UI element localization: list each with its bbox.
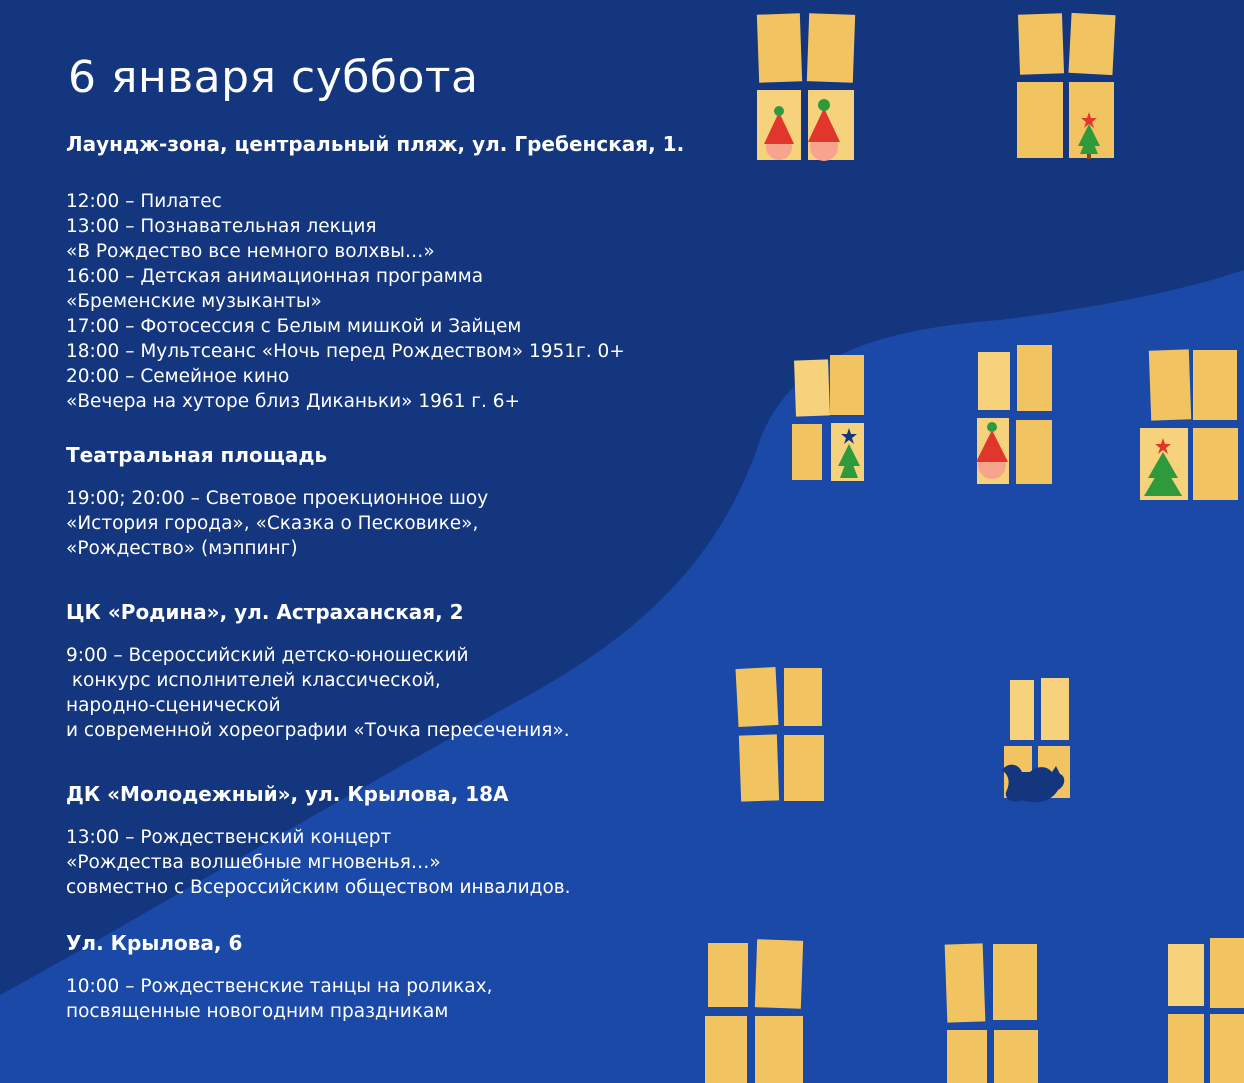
venue-heading: Лаундж-зона, центральный пляж, ул. Гребенская, 1. <box>66 132 685 156</box>
schedule-line: 13:00 – Рождественский концерт <box>66 827 392 848</box>
schedule-line: «Рождество» (мэппинг) <box>66 538 298 559</box>
schedule-line: «История города», «Сказка о Песковике», <box>66 513 479 534</box>
schedule-line: «В Рождество все немного волхвы…» <box>66 241 435 262</box>
page-title: 6 января суббота <box>68 52 479 103</box>
schedule-line: 16:00 – Детская анимационная программа <box>66 266 484 287</box>
schedule-line: посвященные новогодним праздникам <box>66 1001 449 1022</box>
schedule-line: 17:00 – Фотосессия с Белым мишкой и Зайцем <box>66 316 522 337</box>
venue-heading: Театральная площадь <box>66 443 328 467</box>
schedule-line: 9:00 – Всероссийский детско-юношеский <box>66 645 469 666</box>
schedule-line: «Бременские музыканты» <box>66 291 322 312</box>
schedule-line: 10:00 – Рождественские танцы на роликах, <box>66 976 493 997</box>
schedule-line: совместно с Всероссийским обществом инвалидов. <box>66 877 571 898</box>
schedule-line: 13:00 – Познавательная лекция <box>66 216 377 237</box>
schedule-line: конкурс исполнителей классической, <box>66 670 441 691</box>
schedule-line: народно-сценической <box>66 695 281 716</box>
venue-heading: ЦК «Родина», ул. Астраханская, 2 <box>66 600 464 624</box>
schedule-line: «Вечера на хуторе близ Диканьки» 1961 г. 6+ <box>66 391 521 412</box>
schedule-line: 20:00 – Семейное кино <box>66 366 290 387</box>
venue-heading: ДК «Молодежный», ул. Крылова, 18А <box>66 782 509 806</box>
venue-heading: Ул. Крылова, 6 <box>66 931 243 955</box>
schedule-line: и современной хореографии «Точка пересечения». <box>66 720 570 741</box>
schedule-line: 19:00; 20:00 – Световое проекционное шоу <box>66 488 489 509</box>
schedule-line: 12:00 – Пилатес <box>66 191 222 212</box>
schedule-line: 18:00 – Мультсеанс «Ночь перед Рождеством» 1951г. 0+ <box>66 341 625 362</box>
schedule-line: «Рождества волшебные мгновенья…» <box>66 852 441 873</box>
